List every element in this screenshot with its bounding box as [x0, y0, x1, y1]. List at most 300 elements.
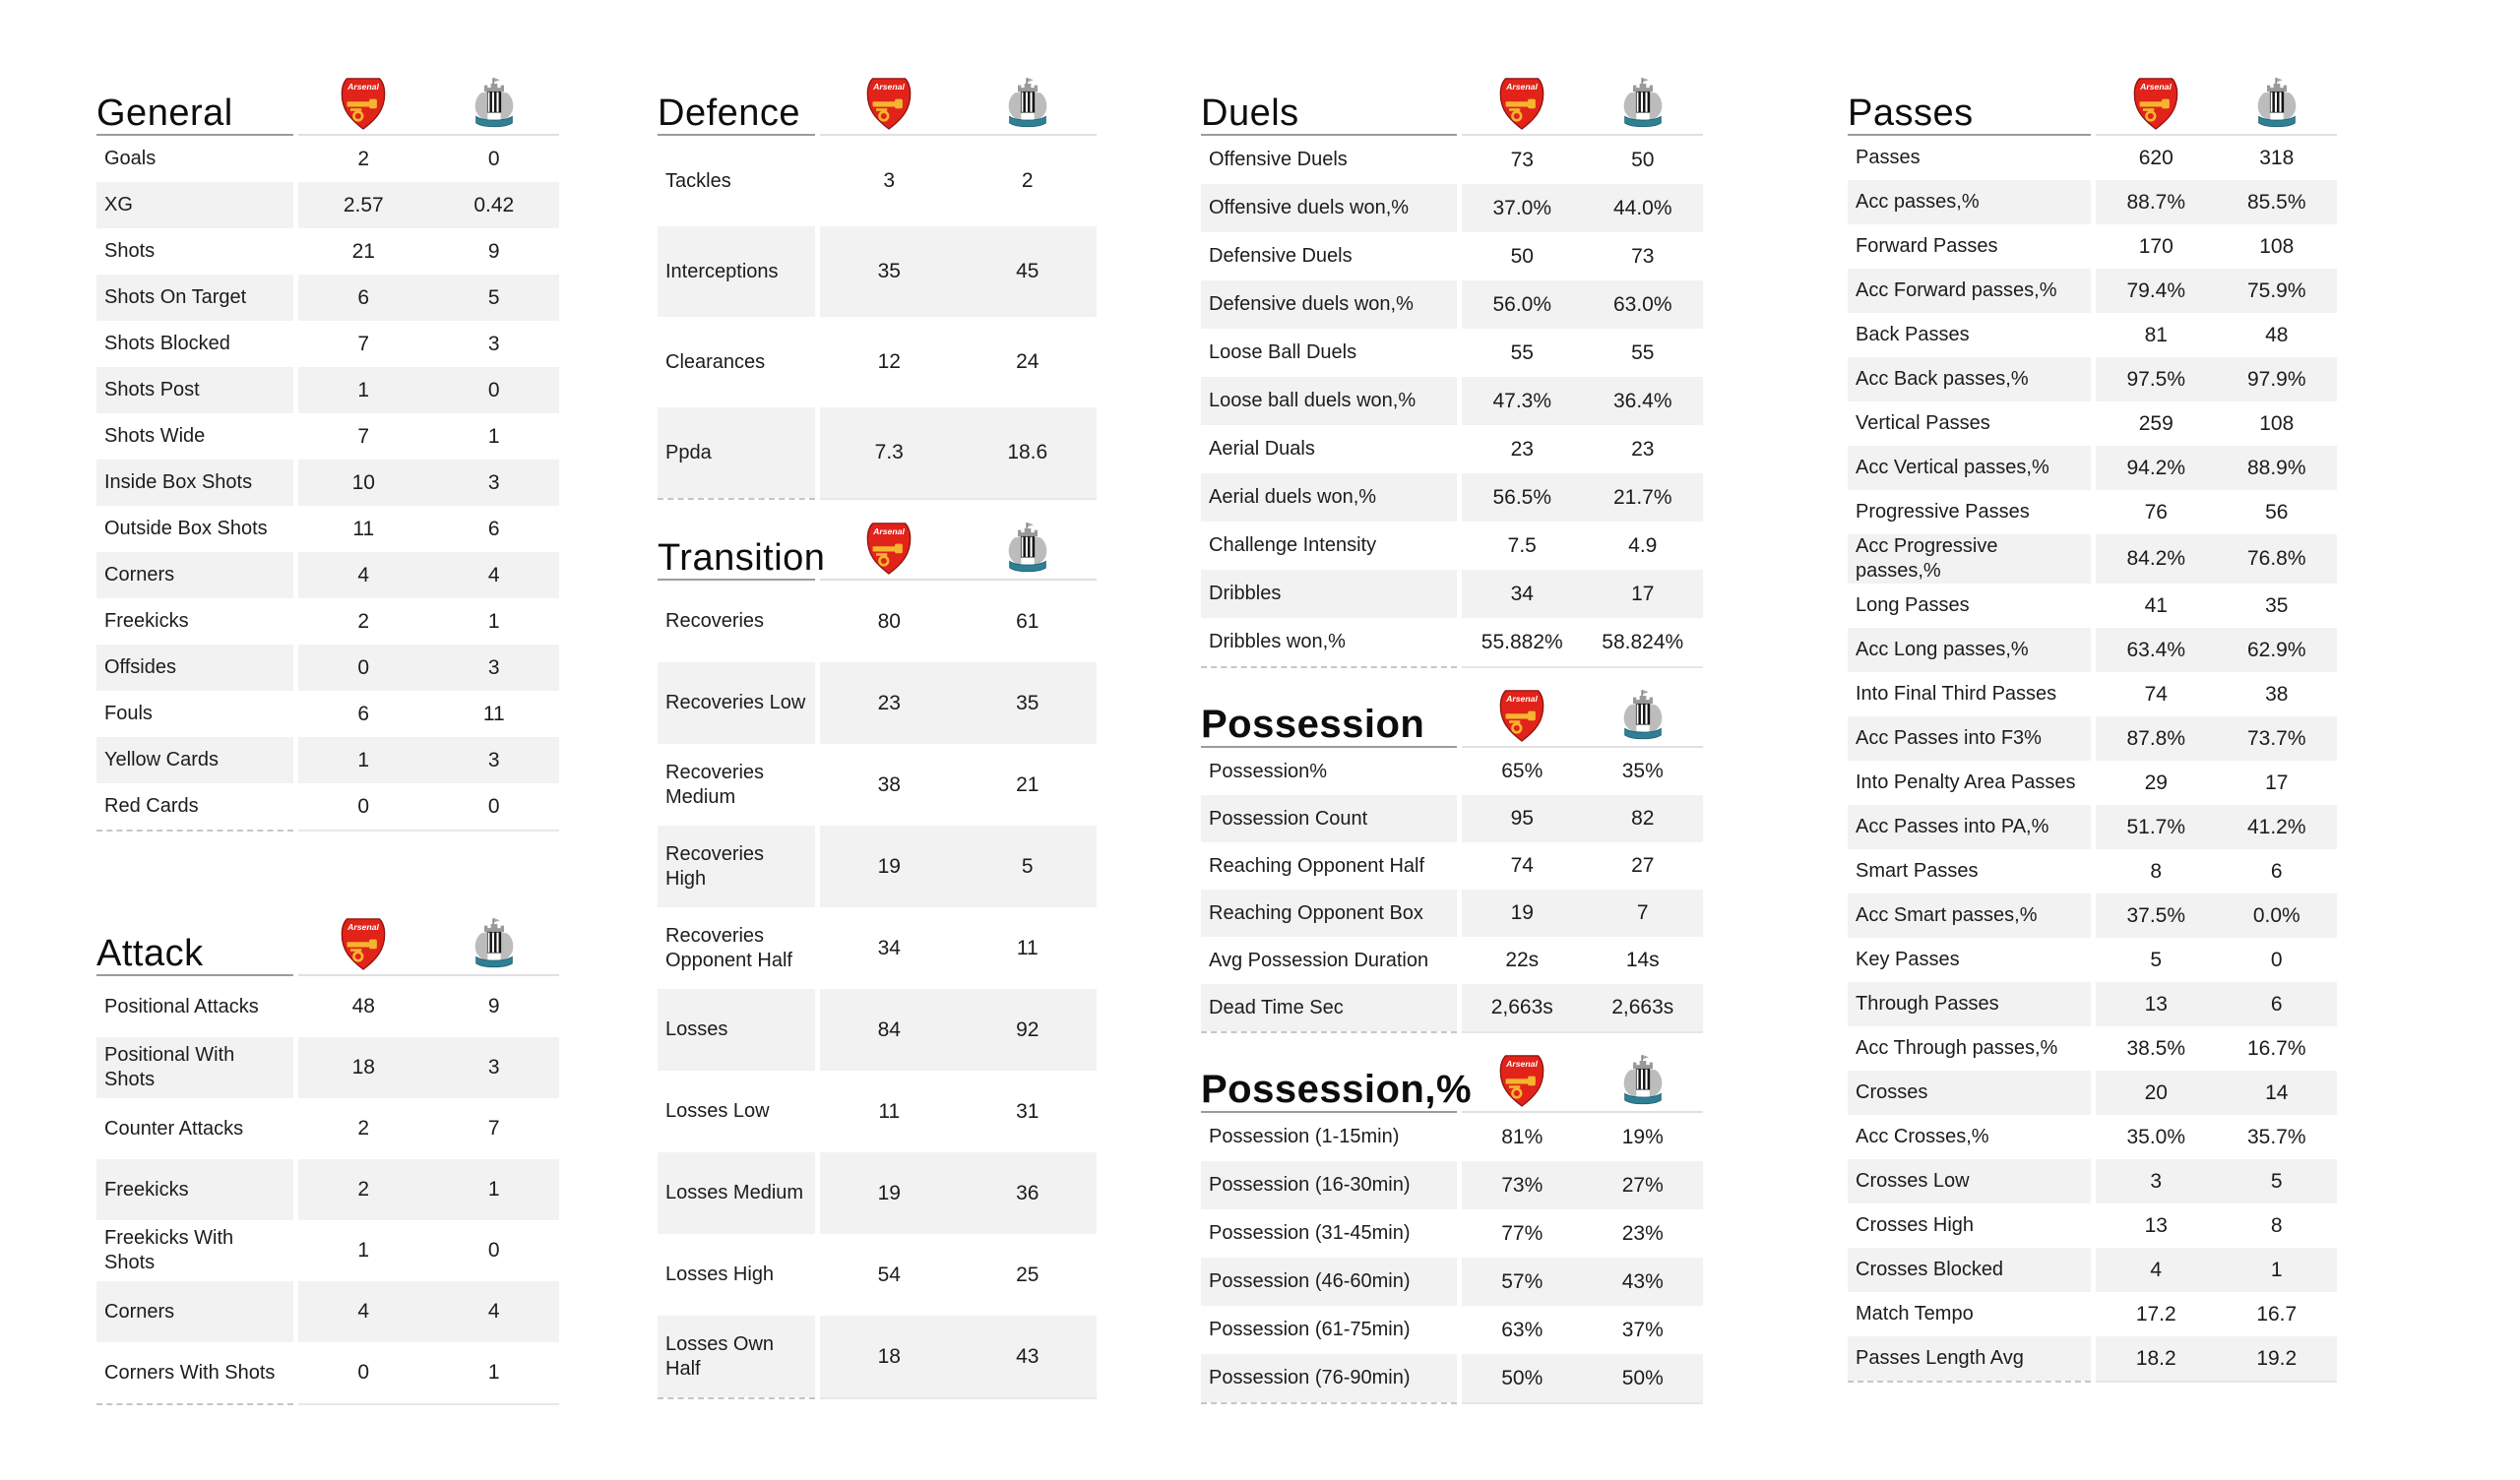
- stat-value-away: 61: [1016, 609, 1040, 633]
- stat-row: [1201, 329, 1703, 377]
- stat-values: [1462, 1306, 1703, 1354]
- stat-row: [96, 460, 559, 506]
- stat-label: Acc Passes into F3%: [1848, 716, 2091, 761]
- team-logos-row: [820, 521, 1097, 581]
- stat-value-away: 11: [1016, 936, 1039, 959]
- stat-value-home: 8: [2150, 859, 2163, 883]
- stat-value-home: 19: [1510, 901, 1534, 924]
- stat-label: Passes: [1856, 147, 1921, 168]
- stat-values: [1462, 425, 1703, 473]
- svg-text:Arsenal: Arsenal: [347, 82, 380, 92]
- stat-value-home: 63%: [1501, 1318, 1544, 1341]
- stat-values: [820, 226, 1097, 317]
- stat-values: [298, 1220, 559, 1281]
- stat-label: Shots Wide: [104, 425, 206, 447]
- stat-values: [2096, 628, 2337, 672]
- stat-value-away: 4: [487, 563, 500, 586]
- stat-value-away: 2: [1021, 169, 1034, 192]
- stat-label: Into Final Third Passes: [1856, 683, 2057, 705]
- stat-values: [2096, 1292, 2337, 1336]
- stat-label: Acc Forward passes,%: [1848, 269, 2091, 313]
- stat-values: [2096, 534, 2337, 584]
- stat-value-home: 3: [883, 169, 896, 192]
- newcastle-crest-icon: [1003, 76, 1052, 131]
- team-logo-slot-away: [1583, 76, 1704, 131]
- stat-value-home: 17.2: [2135, 1302, 2176, 1326]
- stat-label: Reaching Opponent Half: [1209, 854, 1425, 877]
- stat-value-away: 3: [487, 332, 500, 355]
- stat-value-away: 9: [487, 239, 500, 263]
- stat-value-away: 16.7%: [2246, 1036, 2306, 1060]
- stats-column-3: [1201, 82, 1703, 1437]
- stat-label: Reaching Opponent Box: [1201, 890, 1457, 937]
- stat-value-home: 6: [357, 702, 370, 725]
- stat-label: Crosses High: [1856, 1214, 1975, 1236]
- bottom-rule-label-part: [658, 1397, 815, 1400]
- stat-values: [2096, 490, 2337, 534]
- stat-values: [1462, 570, 1703, 618]
- stat-value-home: 34: [877, 936, 901, 959]
- stat-value-home: 13: [2144, 992, 2168, 1016]
- stat-label: Acc Vertical passes,%: [1848, 446, 2091, 490]
- stat-label: Vertical Passes: [1856, 412, 1990, 434]
- stat-values: [1462, 1354, 1703, 1402]
- stat-row: [658, 907, 1097, 989]
- stat-values: [298, 1342, 559, 1403]
- stat-value-away: 35.7%: [2246, 1125, 2306, 1148]
- section-title-area: [96, 94, 293, 136]
- stat-row: [1848, 180, 2337, 224]
- stat-label: Positional With Shots: [96, 1037, 293, 1098]
- stat-row: [96, 1037, 559, 1098]
- stat-row: [1201, 184, 1703, 232]
- stat-value-away: 6: [2270, 992, 2283, 1016]
- stat-row: [96, 1281, 559, 1342]
- stat-values: [1462, 184, 1703, 232]
- stat-value-away: 73.7%: [2246, 726, 2306, 750]
- stat-values: [298, 552, 559, 598]
- team-logo-slot-home: [298, 916, 429, 971]
- stat-value-away: 0.42: [473, 193, 515, 216]
- team-logo-slot-home: [820, 521, 959, 576]
- team-logos-row: [1462, 76, 1703, 136]
- stat-value-away: 6: [2270, 859, 2283, 883]
- stat-label: Acc Through passes,%: [1856, 1037, 2058, 1059]
- stat-value-away: 5: [1021, 854, 1034, 878]
- team-logo-slot-away: [429, 916, 560, 971]
- stat-value-away: 21.7%: [1612, 485, 1672, 509]
- stat-value-away: 37%: [1621, 1318, 1664, 1341]
- stat-values: [298, 275, 559, 321]
- section-title: Possession,%: [1201, 1068, 1473, 1111]
- stat-values: [298, 598, 559, 645]
- stat-values: [298, 413, 559, 460]
- svg-text:Arsenal: Arsenal: [1506, 694, 1539, 705]
- stat-row: [658, 136, 1097, 226]
- svg-text:Arsenal: Arsenal: [1506, 1059, 1539, 1070]
- stat-value-home: 19: [877, 1181, 901, 1204]
- stat-label: Into Penalty Area Passes: [1856, 771, 2076, 793]
- stat-label: Losses Own Half: [658, 1316, 815, 1397]
- stat-value-home: 87.8%: [2126, 726, 2186, 750]
- stat-value-home: 7.3: [874, 441, 904, 463]
- stat-value-away: 55: [1631, 340, 1655, 364]
- section-title-area: [1848, 94, 2091, 136]
- stat-values: [1462, 136, 1703, 184]
- stat-row: [658, 744, 1097, 826]
- stat-label: Crosses Blocked: [1848, 1248, 2091, 1292]
- stat-value-away: 31: [1016, 1099, 1040, 1123]
- stat-values: [298, 737, 559, 783]
- stat-value-home: 18.2: [2135, 1346, 2176, 1370]
- stat-label: Possession (46-60min): [1201, 1258, 1457, 1306]
- section-title: Possession: [1201, 703, 1425, 746]
- stat-value-home: 1: [357, 1239, 370, 1262]
- section-title: Defence: [658, 92, 801, 134]
- stat-row: [1848, 1159, 2337, 1203]
- stat-value-home: 0: [357, 794, 370, 818]
- stat-values: [2096, 446, 2337, 490]
- stat-value-away: 1: [487, 1361, 500, 1384]
- stat-row: [96, 367, 559, 413]
- section-bottom-rule: [1848, 1381, 2337, 1384]
- section-title-area: [96, 935, 293, 976]
- newcastle-crest-icon: [1003, 521, 1052, 576]
- stat-label: Possession (1-15min): [1209, 1126, 1400, 1147]
- stat-row: [1848, 1203, 2337, 1248]
- stat-row: [658, 989, 1097, 1071]
- stat-row: [1201, 842, 1703, 890]
- stat-value-away: 75.9%: [2246, 278, 2306, 302]
- stat-values: [298, 691, 559, 737]
- stat-value-away: 92: [1016, 1018, 1040, 1041]
- stat-values: [2096, 180, 2337, 224]
- stat-value-home: 23: [877, 691, 901, 714]
- stat-values: [1462, 937, 1703, 984]
- stat-value-home: 81%: [1501, 1125, 1544, 1148]
- stat-value-home: 50%: [1501, 1366, 1544, 1389]
- stat-row: [96, 506, 559, 552]
- stat-label: Dead Time Sec: [1201, 984, 1457, 1031]
- newcastle-crest-icon: [1618, 688, 1668, 743]
- stat-row: [1848, 1026, 2337, 1071]
- stat-row: [1848, 1336, 2337, 1381]
- stat-values: [298, 1037, 559, 1098]
- stat-row: [96, 1220, 559, 1281]
- stat-values: [2096, 761, 2337, 805]
- stat-value-home: 29: [2144, 771, 2168, 794]
- stat-value-home: 11: [352, 517, 375, 540]
- stat-row: [1848, 761, 2337, 805]
- stat-label: Defensive duels won,%: [1201, 280, 1457, 329]
- section-title: Passes: [1848, 92, 1974, 134]
- stat-values: [298, 321, 559, 367]
- stat-value-home: 63.4%: [2126, 638, 2186, 661]
- stat-value-away: 23%: [1621, 1221, 1664, 1245]
- stat-label: Acc Smart passes,%: [1848, 894, 2091, 938]
- stat-value-home: 2: [357, 147, 370, 170]
- stat-value-home: 94.2%: [2126, 456, 2186, 479]
- stat-value-away: 17: [1631, 582, 1655, 605]
- stat-value-away: 88.9%: [2246, 456, 2306, 479]
- stat-value-away: 3: [487, 655, 500, 679]
- stat-label: Loose Ball Duels: [1209, 341, 1357, 363]
- stat-values: [1462, 1113, 1703, 1161]
- bottom-rule-label-part: [96, 830, 293, 832]
- stat-label: XG: [96, 182, 293, 228]
- team-logo-slot-home: [820, 76, 959, 131]
- stat-values: [2096, 1203, 2337, 1248]
- stat-values: [820, 581, 1097, 662]
- stat-values: [1462, 748, 1703, 795]
- stat-values: [820, 1316, 1097, 1397]
- stat-label: Losses High: [665, 1264, 775, 1285]
- stat-value-home: 38: [877, 772, 901, 796]
- stat-value-home: 77%: [1501, 1221, 1544, 1245]
- stat-value-away: 43: [1016, 1344, 1040, 1368]
- stat-values: [2096, 1071, 2337, 1115]
- stat-values: [820, 407, 1097, 498]
- stat-value-home: 13: [2144, 1213, 2168, 1237]
- stat-row: [1201, 937, 1703, 984]
- stat-label: Corners: [96, 552, 293, 598]
- stats-column-1: [96, 82, 559, 1480]
- arsenal-crest-icon: [338, 76, 389, 131]
- stat-row: [1201, 1161, 1703, 1209]
- stat-row: [96, 136, 559, 182]
- bottom-rule-values-part: [1462, 666, 1703, 669]
- stat-values: [820, 907, 1097, 989]
- svg-text:Arsenal: Arsenal: [873, 82, 906, 92]
- stat-value-home: 2: [357, 609, 370, 633]
- stat-label: Freekicks With Shots: [104, 1227, 234, 1273]
- stat-value-home: 41: [2144, 593, 2168, 617]
- stat-values: [298, 1098, 559, 1159]
- stats-column-4: [1848, 82, 2337, 1384]
- stat-label: Possession (61-75min): [1209, 1319, 1411, 1340]
- section-header: [658, 526, 1097, 581]
- stat-value-away: 44.0%: [1612, 196, 1672, 219]
- stat-value-away: 16.7: [2256, 1302, 2298, 1326]
- stat-value-away: 4.9: [1628, 533, 1658, 557]
- stat-values: [1462, 522, 1703, 570]
- section-header: [658, 82, 1097, 136]
- stat-values: [2096, 1336, 2337, 1381]
- stat-value-home: 73: [1510, 148, 1534, 171]
- stat-value-home: 37.0%: [1492, 196, 1552, 219]
- stat-label: Shots On Target: [96, 275, 293, 321]
- stat-label: Losses: [658, 989, 815, 1071]
- stat-values: [298, 783, 559, 830]
- stat-row: [1848, 313, 2337, 357]
- stat-value-away: 1: [487, 609, 500, 633]
- stat-value-home: 7: [357, 424, 370, 448]
- section-title-area: [1201, 1068, 1473, 1113]
- stat-label: Recoveries: [665, 610, 765, 632]
- stat-value-home: 56.0%: [1492, 292, 1552, 316]
- stat-values: [1462, 1209, 1703, 1258]
- stat-value-away: 2,663s: [1611, 996, 1674, 1018]
- stat-value-home: 54: [877, 1263, 901, 1286]
- stat-row: [658, 1316, 1097, 1397]
- stat-value-away: 0: [487, 378, 500, 401]
- stat-values: [1462, 329, 1703, 377]
- stat-values: [1462, 280, 1703, 329]
- stat-label: Acc Crosses,%: [1856, 1126, 1989, 1147]
- stat-value-home: 18: [351, 1056, 375, 1079]
- bottom-rule-values-part: [820, 498, 1097, 501]
- stat-value-away: 36.4%: [1612, 389, 1672, 412]
- stat-row: [1848, 490, 2337, 534]
- stat-value-away: 1: [487, 424, 500, 448]
- stat-label: Possession (31-45min): [1209, 1222, 1411, 1244]
- stat-value-home: 7: [357, 332, 370, 355]
- stat-label: Goals: [104, 148, 157, 169]
- stat-value-away: 82: [1631, 807, 1655, 830]
- stat-values: [820, 1071, 1097, 1152]
- stat-value-home: 2: [357, 1117, 370, 1140]
- stat-row: [1201, 795, 1703, 842]
- stat-values: [2096, 982, 2337, 1026]
- stat-values: [1462, 890, 1703, 937]
- stat-value-away: 17: [2265, 771, 2289, 794]
- stat-value-home: 22s: [1505, 949, 1540, 971]
- stat-row: [1848, 1115, 2337, 1159]
- stat-values: [820, 744, 1097, 826]
- section-header: [96, 82, 559, 136]
- stat-label: Progressive Passes: [1856, 501, 2030, 523]
- stat-row: [96, 182, 559, 228]
- stat-label: Yellow Cards: [96, 737, 293, 783]
- stat-values: [2096, 269, 2337, 313]
- stat-value-away: 23: [1631, 437, 1655, 461]
- stat-values: [1462, 984, 1703, 1031]
- team-logo-slot-home: [298, 76, 429, 131]
- stat-value-away: 36: [1016, 1181, 1040, 1204]
- stat-row: [96, 275, 559, 321]
- stat-row: [1201, 232, 1703, 280]
- stat-values: [2096, 1115, 2337, 1159]
- stat-row: [96, 552, 559, 598]
- stat-value-away: 50%: [1621, 1366, 1664, 1389]
- stat-values: [820, 1152, 1097, 1234]
- stat-values: [820, 136, 1097, 226]
- stat-value-home: 6: [357, 285, 370, 309]
- stat-values: [2096, 1026, 2337, 1071]
- stat-value-home: 4: [357, 563, 370, 586]
- stat-value-away: 76.8%: [2246, 547, 2306, 570]
- team-logo-slot-home: [1462, 688, 1583, 743]
- section-bottom-rule: [96, 1403, 559, 1406]
- team-logo-slot-home: [1462, 76, 1583, 131]
- section-bottom-rule: [1201, 1031, 1703, 1034]
- section-title: Attack: [96, 933, 204, 974]
- stat-label: Counter Attacks: [104, 1117, 244, 1140]
- stat-row: [1848, 224, 2337, 269]
- stat-label: Possession (76-90min): [1201, 1354, 1457, 1402]
- team-logo-slot-away: [1583, 688, 1704, 743]
- stat-label: Offsides: [96, 645, 293, 691]
- stat-value-away: 21: [1016, 772, 1040, 796]
- bottom-rule-label-part: [1201, 1031, 1457, 1034]
- stat-values: [2096, 672, 2337, 716]
- stat-value-away: 73: [1631, 244, 1655, 268]
- stat-value-home: 23: [1510, 437, 1534, 461]
- stat-value-home: 81: [2144, 323, 2168, 346]
- section-bottom-rule: [96, 830, 559, 832]
- stat-values: [2096, 357, 2337, 401]
- stat-label: Freekicks: [96, 1159, 293, 1220]
- stat-value-home: 74: [1510, 854, 1534, 877]
- stat-row: [96, 737, 559, 783]
- stat-value-away: 63.0%: [1612, 292, 1672, 316]
- section-title-area: [1201, 94, 1457, 136]
- stat-value-away: 1: [2270, 1258, 2283, 1281]
- arsenal-crest-icon: [1496, 76, 1547, 131]
- stat-value-away: 35%: [1621, 760, 1664, 782]
- stat-values: [298, 136, 559, 182]
- stat-value-away: 5: [487, 285, 500, 309]
- section-attack: [96, 922, 559, 1406]
- svg-text:Arsenal: Arsenal: [2140, 82, 2173, 92]
- stat-row: [96, 691, 559, 737]
- stat-value-away: 48: [2265, 323, 2289, 346]
- section-title: General: [96, 92, 233, 134]
- section-bottom-rule: [658, 1397, 1097, 1400]
- stat-value-away: 45: [1016, 260, 1040, 282]
- section-possession: [1201, 694, 1703, 1034]
- stat-value-home: 20: [2144, 1080, 2168, 1104]
- bottom-rule-values-part: [820, 1397, 1097, 1400]
- arsenal-crest-icon: [1496, 1053, 1547, 1108]
- stat-value-away: 0: [487, 1239, 500, 1262]
- stat-row: [1201, 890, 1703, 937]
- stat-value-away: 25: [1016, 1263, 1040, 1286]
- svg-text:Arsenal: Arsenal: [1506, 82, 1539, 92]
- stat-label: Corners: [96, 1281, 293, 1342]
- team-logo-slot-home: [2096, 76, 2217, 131]
- stat-values: [298, 506, 559, 552]
- stat-value-home: 95: [1510, 807, 1534, 830]
- section-header: [1848, 82, 2337, 136]
- stat-value-home: 84.2%: [2126, 547, 2186, 570]
- bottom-rule-values-part: [2096, 1381, 2337, 1384]
- stat-values: [1462, 842, 1703, 890]
- stat-label: Shots Blocked: [104, 333, 230, 354]
- stat-values: [820, 826, 1097, 907]
- stat-value-home: 259: [2138, 411, 2174, 435]
- stat-label: Crosses Low: [1848, 1159, 2091, 1203]
- stat-row: [658, 826, 1097, 907]
- stat-label: Dribbles won,%: [1209, 631, 1346, 652]
- bottom-rule-values-part: [1462, 1031, 1703, 1034]
- stat-row: [1848, 357, 2337, 401]
- section-bottom-rule: [658, 498, 1097, 501]
- stat-label: Recoveries Medium: [665, 761, 765, 808]
- stat-label: Shots Post: [96, 367, 293, 413]
- stat-row: [1201, 1258, 1703, 1306]
- stat-value-away: 56: [2265, 500, 2289, 524]
- stat-value-away: 6: [487, 517, 500, 540]
- arsenal-crest-icon: [338, 916, 389, 971]
- stat-value-away: 108: [2259, 411, 2295, 435]
- stat-value-home: 21: [351, 239, 375, 263]
- stat-label: Match Tempo: [1856, 1303, 1974, 1325]
- team-logos-row: [298, 916, 559, 976]
- stat-value-away: 27: [1631, 854, 1655, 877]
- stat-row: [1201, 136, 1703, 184]
- stat-value-home: 11: [878, 1099, 901, 1123]
